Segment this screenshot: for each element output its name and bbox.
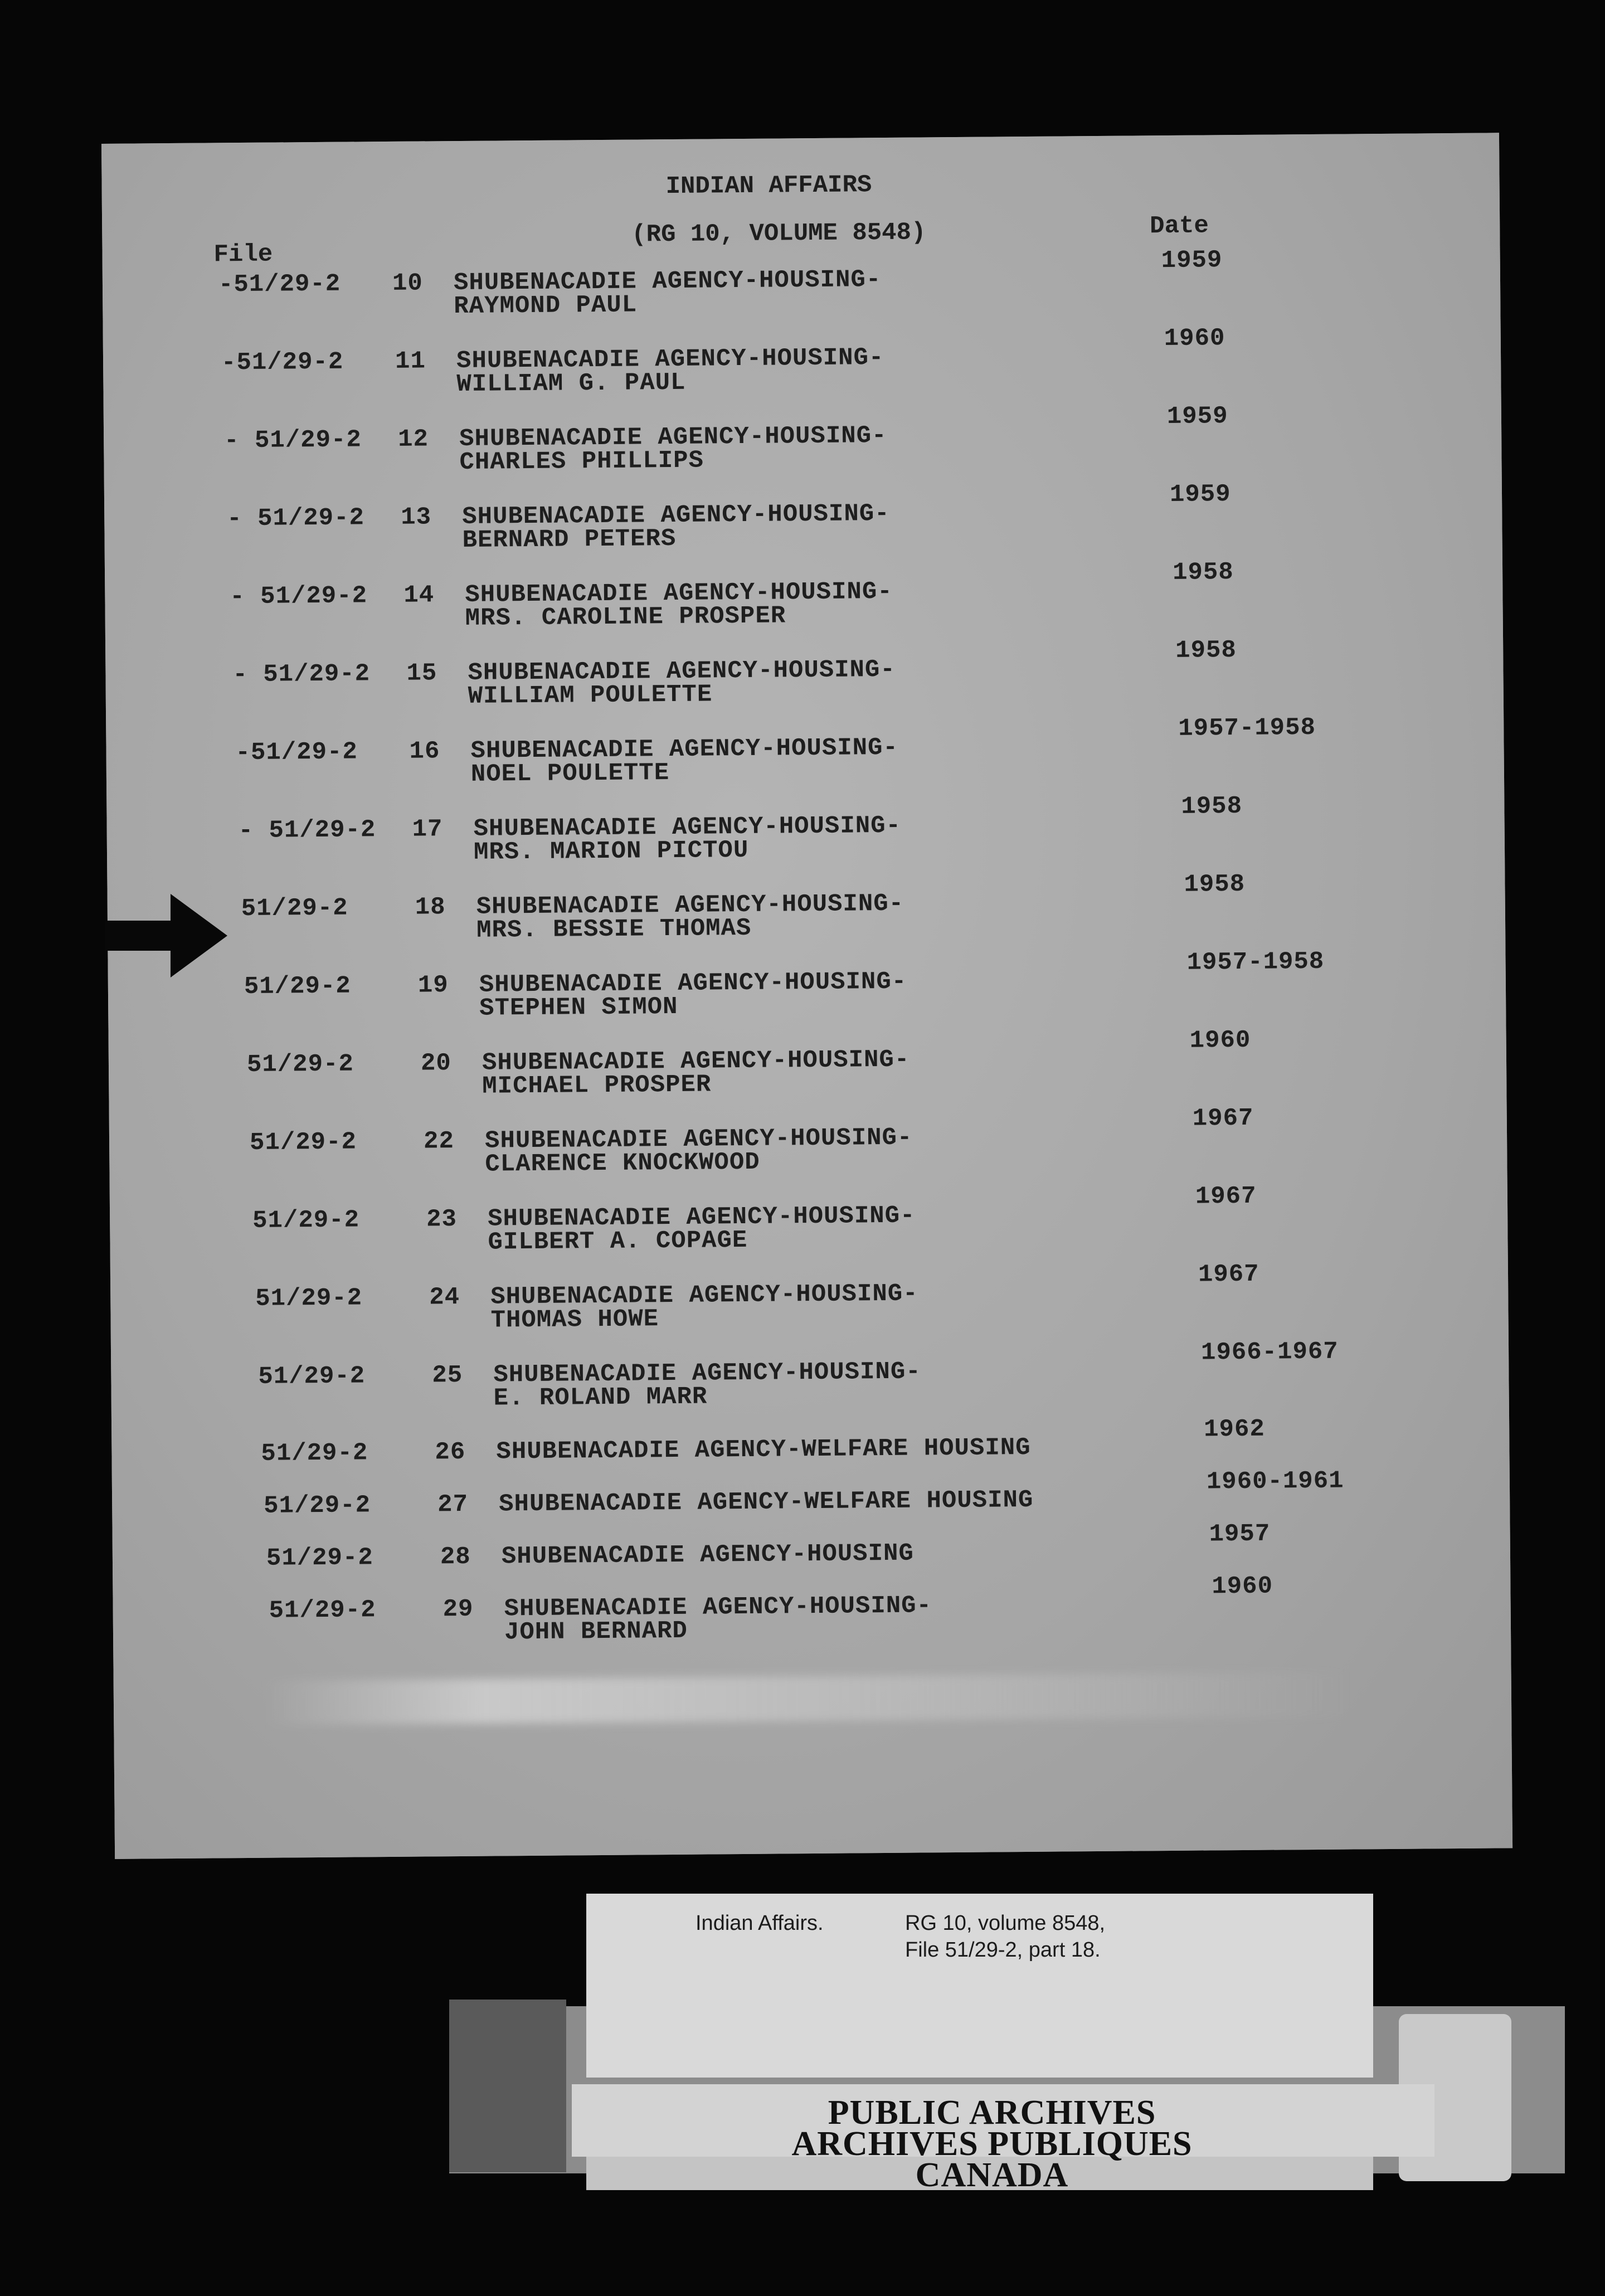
table-row	[104, 480, 1502, 573]
file-title-name: NOEL POULETTE	[470, 759, 670, 789]
file-title-name: MRS. MARION PICTOU	[473, 836, 749, 867]
file-date: 1957-1958	[1178, 713, 1316, 743]
column-header-file: File	[213, 240, 273, 269]
file-number: 51/29-2	[241, 894, 348, 923]
file-title: SHUBENACADIE AGENCY-HOUSING-	[481, 1045, 910, 1077]
file-date: 1959	[1169, 480, 1231, 509]
file-title: SHUBENACADIE AGENCY-HOUSING	[501, 1539, 915, 1571]
part-number: 29	[442, 1595, 474, 1624]
stamp-line-public-archives: PUBLIC ARCHIVES	[828, 2094, 1156, 2132]
file-number: -51/29-2	[235, 738, 358, 767]
document-title: INDIAN AFFAIRS	[665, 171, 872, 201]
file-title: SHUBENACADIE AGENCY-HOUSING-	[476, 889, 904, 921]
file-number: 51/29-2	[249, 1128, 357, 1157]
file-title: SHUBENACADIE AGENCY-WELFARE HOUSING	[496, 1433, 1031, 1466]
file-number: - 51/29-2	[227, 504, 365, 533]
table-row	[111, 1337, 1509, 1431]
file-number: -51/29-2	[221, 348, 344, 377]
file-title: SHUBENACADIE AGENCY-HOUSING-	[468, 655, 896, 687]
part-number: 23	[426, 1205, 458, 1234]
table-row	[103, 324, 1501, 417]
file-number: 51/29-2	[269, 1596, 376, 1625]
part-number: 18	[415, 893, 446, 922]
file-number: 51/29-2	[252, 1206, 360, 1235]
file-title: SHUBENACADIE AGENCY-WELFARE HOUSING	[499, 1486, 1034, 1519]
file-title-name: E. ROLAND MARR	[493, 1383, 708, 1413]
file-date: 1962	[1203, 1415, 1266, 1444]
file-date: 1958	[1184, 870, 1246, 899]
file-title: SHUBENACADIE AGENCY-HOUSING-	[490, 1280, 918, 1311]
file-title-name: WILLIAM G. PAUL	[456, 368, 686, 399]
file-title-name: CHARLES PHILLIPS	[459, 446, 704, 476]
file-date: 1957-1958	[1186, 947, 1325, 977]
file-date: 1957	[1209, 1520, 1271, 1549]
part-number: 14	[403, 581, 435, 610]
part-number: 13	[401, 503, 432, 532]
table-row	[109, 1026, 1507, 1119]
file-title-name: WILLIAM POULETTE	[468, 680, 713, 711]
file-title-name: JOHN BERNARD	[504, 1617, 688, 1647]
part-number: 11	[395, 347, 426, 376]
reference-label	[586, 1894, 1373, 2078]
file-date: 1960-1961	[1206, 1467, 1344, 1496]
file-date: 1958	[1172, 558, 1234, 587]
column-header-date: Date	[1150, 212, 1209, 241]
file-title: SHUBENACADIE AGENCY-HOUSING-	[453, 266, 882, 298]
document-subtitle: (RG 10, VOLUME 8548)	[631, 218, 926, 249]
part-number: 16	[409, 737, 440, 766]
part-number: 20	[420, 1049, 451, 1078]
file-title: SHUBENACADIE AGENCY-HOUSING-	[487, 1201, 916, 1233]
table-row	[105, 558, 1503, 651]
file-title: SHUBENACADIE AGENCY-HOUSING-	[459, 421, 887, 453]
file-title: SHUBENACADIE AGENCY-HOUSING-	[456, 343, 884, 376]
file-title: SHUBENACADIE AGENCY-HOUSING-	[473, 811, 902, 843]
table-row	[104, 402, 1502, 495]
file-date: 1967	[1195, 1182, 1257, 1211]
file-number: 51/29-2	[266, 1544, 373, 1573]
file-date: 1960	[1164, 324, 1225, 353]
file-number: 51/29-2	[246, 1050, 354, 1079]
file-title-name: BERNARD PETERS	[462, 524, 677, 554]
table-row	[107, 792, 1505, 885]
part-number: 15	[406, 659, 437, 688]
file-date: 1958	[1181, 792, 1243, 821]
file-date: 1959	[1161, 246, 1223, 275]
part-number: 27	[437, 1490, 469, 1519]
file-title-name: MRS. CAROLINE PROSPER	[465, 602, 786, 633]
file-date: 1966-1967	[1200, 1337, 1339, 1367]
file-number: - 51/29-2	[223, 426, 362, 455]
label-volume: RG 10, volume 8548,	[905, 1911, 1106, 1935]
table-row	[108, 947, 1506, 1041]
table-row	[113, 1572, 1511, 1665]
file-number: -51/29-2	[218, 270, 341, 299]
file-title-name: THOMAS HOWE	[490, 1305, 659, 1335]
file-title-name: CLARENCE KNOCKWOOD	[485, 1148, 760, 1179]
file-title: SHUBENACADIE AGENCY-HOUSING-	[479, 967, 907, 999]
file-date: 1958	[1175, 636, 1237, 665]
file-date: 1967	[1198, 1260, 1259, 1289]
file-title: SHUBENACADIE AGENCY-HOUSING-	[465, 577, 893, 609]
part-number: 17	[412, 815, 443, 844]
label-file-part: File 51/29-2, part 18.	[905, 1938, 1101, 1962]
part-number: 22	[423, 1127, 455, 1156]
part-number: 25	[432, 1361, 463, 1390]
file-title: SHUBENACADIE AGENCY-HOUSING-	[462, 499, 890, 531]
table-row	[106, 713, 1504, 807]
file-date: 1960	[1189, 1026, 1251, 1055]
file-date: 1959	[1166, 402, 1228, 431]
file-number: 51/29-2	[255, 1284, 363, 1313]
stamp-line-canada: CANADA	[915, 2156, 1069, 2194]
file-date: 1960	[1212, 1572, 1273, 1601]
part-number: 28	[440, 1543, 471, 1572]
stamp-tab-left	[449, 2000, 566, 2172]
file-number: 51/29-2	[258, 1362, 366, 1391]
part-number: 12	[397, 425, 429, 454]
file-date: 1967	[1192, 1104, 1254, 1133]
part-number: 26	[435, 1438, 466, 1467]
arrow-right-icon	[105, 894, 227, 977]
archival-sheet	[101, 133, 1512, 1859]
file-number: 51/29-2	[244, 972, 351, 1001]
label-agency: Indian Affairs.	[696, 1911, 824, 1935]
file-title: SHUBENACADIE AGENCY-HOUSING-	[470, 733, 899, 765]
file-title-name: GILBERT A. COPAGE	[488, 1226, 748, 1257]
file-title-name: STEPHEN SIMON	[479, 993, 678, 1023]
table-row	[109, 1104, 1507, 1197]
table-row	[110, 1182, 1508, 1275]
file-title-name: MRS. BESSIE THOMAS	[476, 914, 752, 945]
file-number: 51/29-2	[264, 1491, 371, 1520]
file-number: 51/29-2	[261, 1439, 368, 1468]
file-title: SHUBENACADIE AGENCY-HOUSING-	[484, 1123, 913, 1155]
part-number: 10	[392, 269, 423, 298]
paper-smudge	[264, 1672, 1351, 1725]
file-title-name: RAYMOND PAUL	[454, 291, 638, 321]
file-number: - 51/29-2	[238, 816, 376, 845]
file-number: - 51/29-2	[232, 660, 371, 689]
part-number: 24	[429, 1283, 460, 1312]
part-number: 19	[417, 971, 449, 1000]
file-number: - 51/29-2	[230, 582, 368, 611]
file-title-name: MICHAEL PROSPER	[482, 1071, 712, 1101]
file-title: SHUBENACADIE AGENCY-HOUSING-	[493, 1358, 921, 1389]
file-title: SHUBENACADIE AGENCY-HOUSING-	[504, 1592, 932, 1623]
stamp-line-archives-publiques: ARCHIVES PUBLIQUES	[791, 2125, 1193, 2163]
